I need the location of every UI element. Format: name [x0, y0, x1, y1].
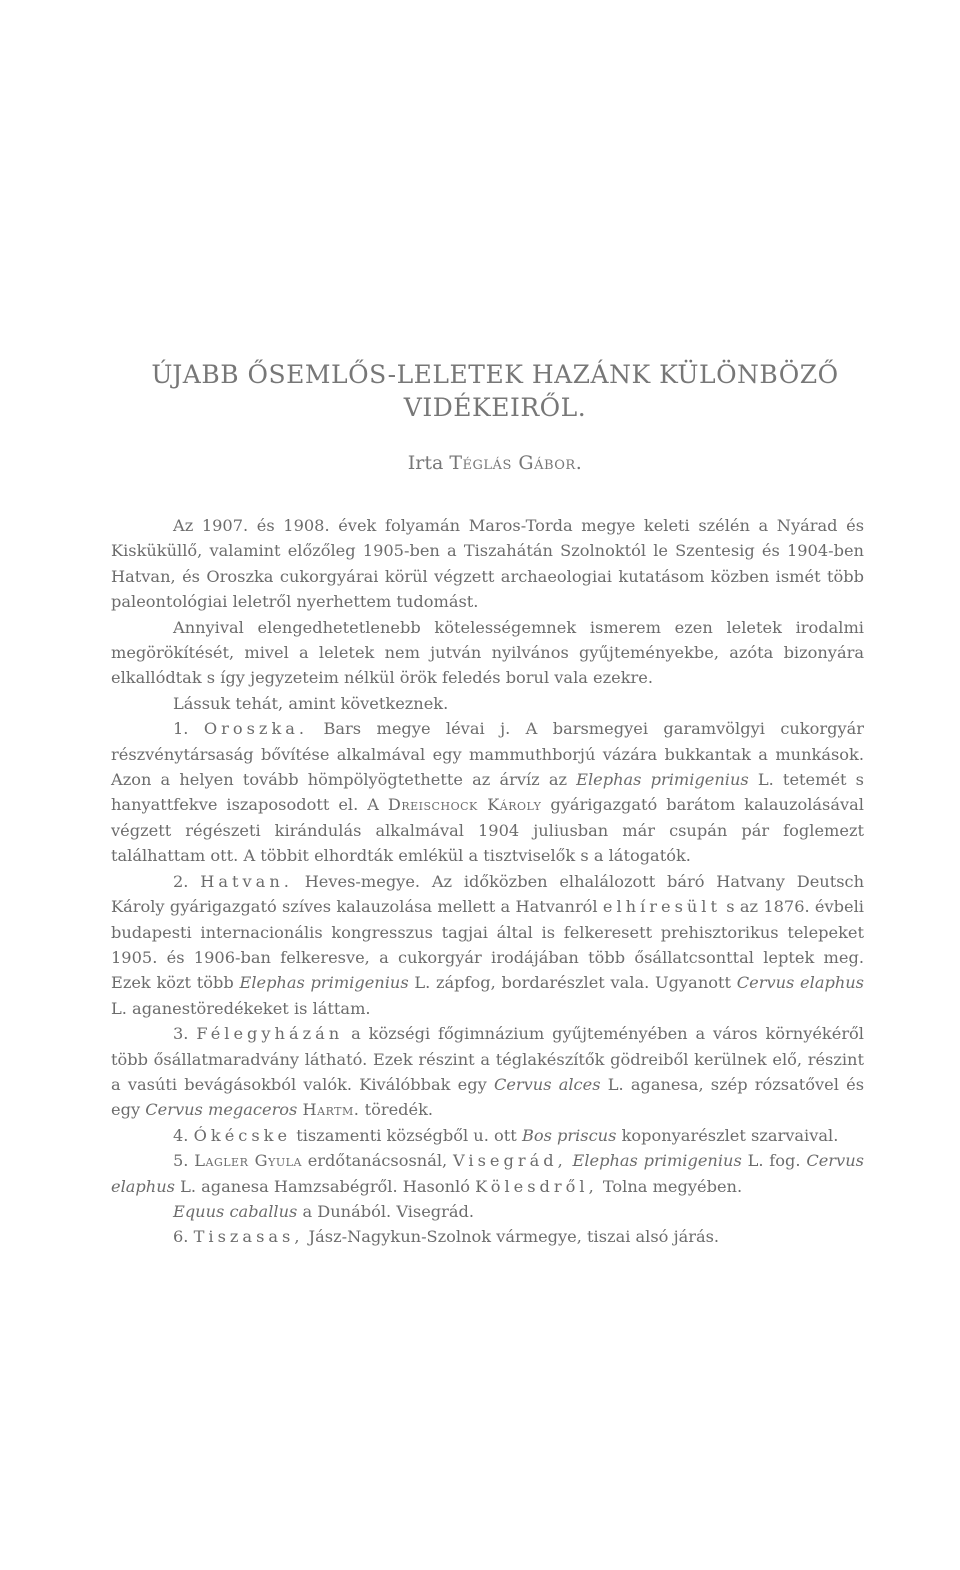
species-name: Elephas primigenius — [576, 770, 749, 790]
item-text: a Dunából. Visegrád. — [302, 1201, 475, 1221]
item-place: Hatvan. — [200, 871, 293, 891]
paragraph-item-5 — [111, 1148, 864, 1199]
paragraph-item-2 — [111, 869, 864, 1021]
person-name: Hartm. — [302, 1100, 360, 1120]
article-title — [110, 358, 880, 424]
title-line-1: ÚJABB ŐSEMLŐS-LELETEK HAZÁNK KÜLÖNBÖZŐ — [151, 360, 839, 389]
item-text: L. fog. — [747, 1151, 801, 1171]
item-place: Kölesdről, — [475, 1176, 598, 1196]
item-place: Tiszasas, — [193, 1227, 304, 1247]
item-text: koponyarészlet szarvaival. — [621, 1125, 839, 1145]
paragraph-reason: Annyival elengedhetetlenebb kötelességemnek ismerem ezen leletek irodalmi megörökítését, mivel a leletek nem jutván nyilvános gyűjteményekbe, azóta bizonyára elkallódtak s így jegyzeteim nélkül örök feledés borul vala ezekre. — [111, 617, 864, 688]
item-number: 4. — [173, 1125, 189, 1145]
item-place: Oroszka. — [203, 719, 309, 739]
item-text: L. tetemét s hanyattfekve iszaposodott el. A — [111, 770, 864, 815]
item-place: Félegyházán — [196, 1024, 344, 1044]
emphasized-word: elhíresült — [602, 897, 721, 917]
item-text: s az 1876. évbeli budapesti internacionális kongresszus tagjai által is felkeresett prehisztorikus telepeket 1905. és 1906-ban felkeresve, a cukorgyár irodájában több ősállatcsonttal leptek meg. Ezek közt több — [111, 897, 864, 993]
item-text: a községi főgimnázium gyűjteményében a város környékéről több ősállatmaradvány látható. Ezek részint a téglakészítők gödreiből kerülnek elő, részint a vasúti bevágásokból valók. Kiválóbbak egy — [111, 1024, 864, 1094]
paragraph-transition: Lássuk tehát, amint következnek. — [173, 693, 449, 713]
item-text: tiszamenti községből u. ott — [296, 1125, 517, 1145]
item-number: 2. — [173, 871, 189, 891]
person-name: Dreischock Károly — [387, 795, 542, 815]
item-text: Bars megye lévai j. A barsmegyei garamvölgyi cukorgyár részvénytársaság bővítése alkalmával egy mammuthborjú vázára bukkantak a munkások. Azon a helyen tovább hömpölyögtethette az árvíz az — [111, 719, 864, 790]
paragraph-item-6 — [111, 1224, 864, 1249]
item-number: 3. — [173, 1024, 189, 1044]
title-line-2: VIDÉKEIRŐL. — [403, 393, 587, 422]
paragraph-item-5b — [111, 1199, 864, 1224]
species-name: Cervus elaphus — [111, 1151, 864, 1196]
species-name: Equus caballus — [173, 1201, 298, 1221]
item-text: Jász-Nagykun-Szolnok vármegye, tiszai alsó járás. — [308, 1227, 720, 1247]
species-name: Cervus megaceros — [145, 1100, 298, 1120]
item-text: Heves-megye. Az időközben elhalálozott báró Hatvany Deutsch Károly gyárigazgató szíves kalauzolása mellett a Hatvanról — [111, 871, 864, 917]
item-text: L. aganesa, szép rózsatővel és egy — [111, 1074, 865, 1120]
species-name: Bos priscus — [521, 1125, 617, 1145]
item-text: töredék. — [364, 1100, 434, 1120]
person-name: Lagler Gyula — [194, 1151, 302, 1171]
item-number: 1. — [173, 719, 189, 739]
species-name: Elephas primigenius — [572, 1151, 742, 1171]
paragraph-item-1 — [111, 716, 864, 868]
species-name: Elephas primigenius — [239, 973, 409, 993]
author-byline — [110, 452, 880, 474]
author-name: Téglás Gábor. — [449, 452, 583, 474]
paragraph-intro: Az 1907. és 1908. évek folyamán Maros-Torda megye keleti szélén a Nyárad és Kisküküllő, valamint előzőleg 1905-ben a Tiszahátán Szolnoktól le Szentesig és 1904-ben Hatvan, és Oroszka cukorgyárai körül végzett archaeologiai kutatásom közben ismét több paleontológiai leletről nyerhettem tudomást. — [111, 516, 864, 612]
item-text: Tolna megyében. — [602, 1176, 743, 1196]
item-number: 6. — [173, 1227, 189, 1247]
paragraph-item-3 — [111, 1021, 864, 1123]
paragraph-item-4 — [111, 1123, 864, 1148]
item-place: Visegrád, — [453, 1151, 567, 1171]
item-number: 5. — [173, 1151, 189, 1171]
item-place: Ókécske — [193, 1125, 292, 1145]
species-name: Cervus elaphus — [736, 973, 864, 993]
item-text: L. zápfog, bordarészlet vala. Ugyanott — [414, 973, 732, 993]
item-text: erdőtanácsosnál, — [307, 1151, 448, 1171]
item-text: L. aganesa Hamzsabégről. Hasonló — [180, 1176, 470, 1196]
item-text: L. aganestöredékeket is láttam. — [111, 998, 371, 1018]
item-text: gyárigazgató barátom kalauzolásával végzett régészeti kirándulás alkalmával 1904 juliusban már csupán pár foglemezt találhattam ott. A többit elhordták emlékül a tisztviselők s a látogatók. — [111, 795, 864, 866]
article-body — [111, 513, 864, 1250]
species-name: Cervus alces — [493, 1074, 601, 1094]
author-prefix: Irta — [407, 452, 444, 474]
